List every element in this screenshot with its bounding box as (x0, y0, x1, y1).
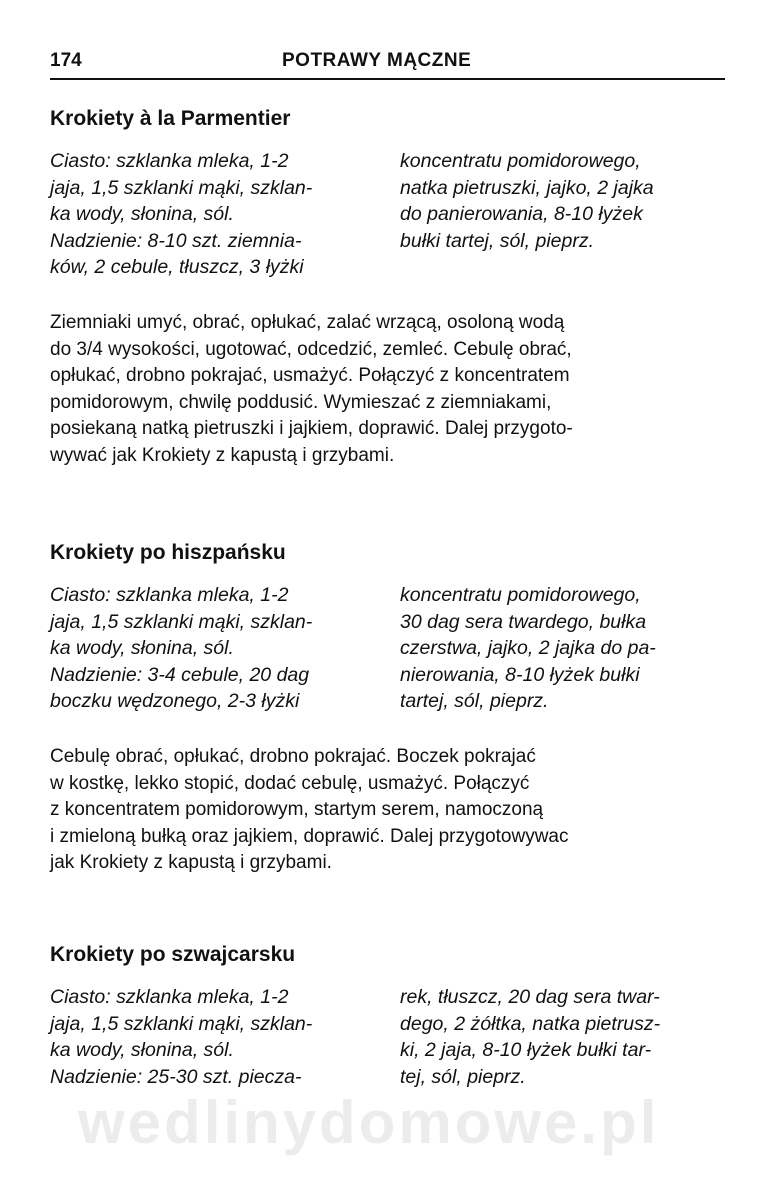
method-line: Cebulę obrać, opłukać, drobno pokrajać. Boczek pokrajać (50, 746, 536, 767)
method-line: i zmieloną bułką oraz jajkiem, doprawić. Dalej przygotowywac (50, 825, 569, 847)
ingredient-line: Nadzienie: 8-10 szt. ziemnia- (50, 229, 302, 252)
ingredient-line: do panierowania, 8-10 łyżek (400, 203, 643, 225)
ingredients-left-column (50, 582, 370, 715)
ingredients-right-column (400, 148, 725, 254)
method-line: Ziemniaki umyć, obrać, opłukać, zalać wrzącą, osoloną wodą (50, 312, 565, 333)
ingredient-line: rek, tłuszcz, 20 dag sera twar- (400, 986, 660, 1008)
ingredient-line: tartej, sól, pieprz. (400, 690, 549, 712)
ingredients-right-column (400, 582, 725, 715)
ingredient-line: Ciasto: szklanka mleka, 1-2 (50, 986, 289, 1008)
ingredient-line: koncentratu pomidorowego, (400, 150, 641, 172)
ingredient-line: 30 dag sera twardego, bułka (400, 610, 647, 633)
watermark-text: wedlinydomowe.pl (78, 1089, 660, 1156)
method-paragraph (50, 310, 725, 469)
book-page (50, 0, 725, 1200)
page-header (50, 48, 725, 80)
ingredient-line: nierowania, 8-10 łyżek bułki (400, 663, 640, 686)
method-line: jak Krokiety z kapustą i grzybami. (50, 852, 332, 873)
ingredients-block (50, 582, 725, 732)
method-line: wywać jak Krokiety z kapustą i grzybami. (50, 444, 395, 466)
ingredient-line: ka wody, słonina, sól. (50, 637, 234, 659)
ingredients-left-column (50, 984, 370, 1090)
recipe-title: Krokiety à la Parmentier (50, 107, 291, 130)
recipe-hiszpansku (50, 538, 725, 877)
method-line: do 3/4 wysokości, ugotować, odcedzić, zemleć. Cebulę obrać, (50, 338, 572, 360)
ingredient-line: natka pietruszki, jajko, 2 jajka (400, 176, 654, 199)
running-title: POTRAWY MĄCZNE (282, 50, 472, 71)
ingredient-line: Nadzienie: 25-30 szt. piecza- (50, 1065, 302, 1088)
method-line: z koncentratem pomidorowym, startym serem, namoczoną (50, 799, 544, 820)
ingredient-line: koncentratu pomidorowego, (400, 584, 641, 606)
ingredient-line: czerstwa, jajko, 2 jajka do pa- (400, 637, 656, 659)
ingredient-line: boczku wędzonego, 2-3 łyżki (50, 690, 300, 712)
ingredient-line: dego, 2 żółtka, natka pietrusz- (400, 1012, 661, 1035)
ingredient-line: jaja, 1,5 szklanki mąki, szklan- (50, 1012, 313, 1035)
recipe-parmentier (50, 104, 725, 469)
ingredients-right-column (400, 984, 725, 1090)
method-paragraph (50, 744, 725, 877)
recipe-title: Krokiety po szwajcarsku (50, 943, 296, 966)
ingredient-line: ka wody, słonina, sól. (50, 203, 234, 225)
method-line: opłukać, drobno pokrajać, usmażyć. Połączyć z koncentratem (50, 365, 570, 386)
ingredient-line: Ciasto: szklanka mleka, 1-2 (50, 584, 289, 606)
ingredient-line: tej, sól, pieprz. (400, 1065, 526, 1088)
ingredient-line: ki, 2 jaja, 8-10 łyżek bułki tar- (400, 1039, 652, 1061)
method-line: pomidorowym, chwilę poddusić. Wymieszać z ziemniakami, (50, 391, 552, 413)
method-line: posiekaną natką pietruszki i jajkiem, doprawić. Dalej przygoto- (50, 418, 573, 439)
ingredients-block (50, 148, 725, 298)
recipe-title: Krokiety po hiszpańsku (50, 541, 286, 564)
ingredient-line: Nadzienie: 3-4 cebule, 20 dag (50, 663, 310, 686)
ingredient-line: ka wody, słonina, sól. (50, 1039, 234, 1061)
ingredient-line: bułki tartej, sól, pieprz. (400, 229, 595, 252)
page-number: 174 (50, 50, 82, 71)
ingredient-line: jaja, 1,5 szklanki mąki, szklan- (50, 176, 313, 199)
ingredients-left-column (50, 148, 370, 281)
method-line: w kostkę, lekko stopić, dodać cebulę, usmażyć. Połączyć (50, 772, 530, 794)
ingredient-line: ków, 2 cebule, tłuszcz, 3 łyżki (50, 256, 304, 278)
ingredient-line: jaja, 1,5 szklanki mąki, szklan- (50, 610, 313, 633)
ingredient-line: Ciasto: szklanka mleka, 1-2 (50, 150, 289, 172)
